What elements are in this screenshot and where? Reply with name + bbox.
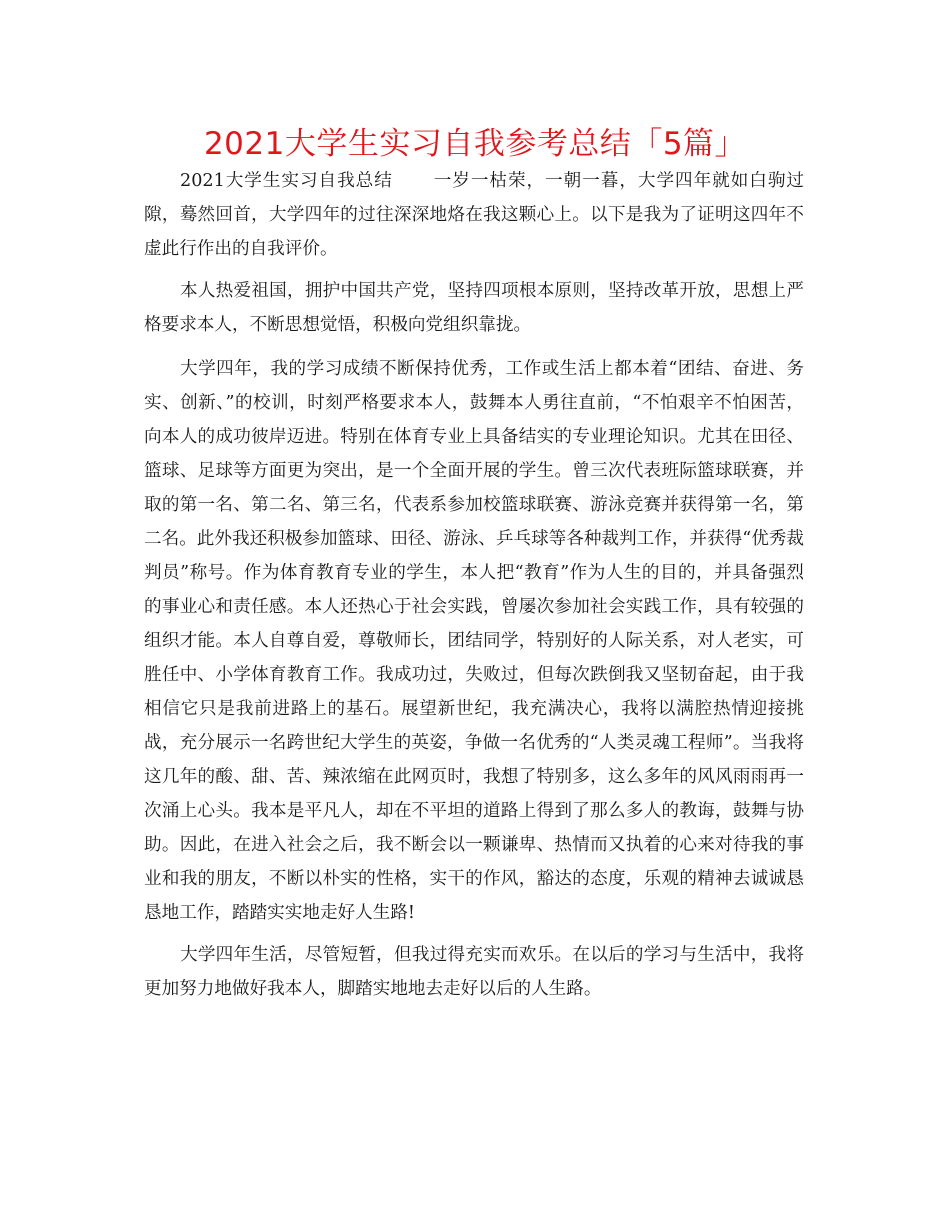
paragraph-political	[144, 274, 804, 342]
paragraph-closing-text: 大学四年生活，尽管短暂，但我过得充实而欢乐。在以后的学习与生活中，我将更加努力地做好我本人，脚踏实地地去走好以后的人生路。	[144, 945, 804, 999]
paragraph-intro-text: 一岁一枯荣，一朝一暮，大学四年就如白驹过隙，蓦然回首，大学四年的过往深深地烙在我这颗心上。以下是我为了证明这四年不虚此行作出的自我评价。	[144, 171, 804, 259]
paragraph-closing	[144, 938, 804, 1006]
paragraph-main	[144, 352, 804, 930]
document-body	[144, 164, 804, 1016]
paragraph-intro	[144, 164, 804, 266]
paragraph-main-text: 大学四年，我的学习成绩不断保持优秀，工作或生活上都本着“团结、奋进、务实、创新、”的校训，时刻严格要求本人，鼓舞本人勇往直前，“不怕艰辛不怕困苦，向本人的成功彼岸迈进。特别在体育专业上具备结实的专业理论知识。尤其在田径、篮球、足球等方面更为突出，是一个全面开展的学生。曾三次代表班际篮球联赛，并取的第一名、第二名、第三名，代表系参加校篮球联赛、游泳竞赛并获得第一名，第二名。此外我还积极参加篮球、田径、游泳、乒乓球等各种裁判工作，并获得“优秀裁判员”称号。作为体育教育专业的学生，本人把“教育”作为人生的目的，并具备强烈的事业心和责任感。本人还热心于社会实践，曾屡次参加社会实践工作，具有较强的组织才能。本人自尊自爱，尊敬师长，团结同学，特别好的人际关系，对人老实，可胜任中、小学体育教育工作。我成功过，失败过，但每次跌倒我又坚韧奋起，由于我相信它只是我前进路上的基石。展望新世纪，我充满决心，我将以满腔热情迎接挑战，充分展示一名跨世纪大学生的英姿，争做一名优秀的“人类灵魂工程师”。当我将这几年的酸、甜、苦、辣浓缩在此网页时，我想了特别多，这么多年的风风雨雨再一次涌上心头。我本是平凡人，却在不平坦的道路上得到了那么多人的教诲，鼓舞与协助。因此，在进入社会之后，我不断会以一颗谦卑、热情而又执着的心来对待我的事业和我的朋友，不断以朴实的性格，实干的作风，豁达的态度，乐观的精神去诚诚恳恳地工作，踏踏实实地走好人生路!	[144, 359, 804, 923]
document-title: 2021大学生实习自我参考总结「5篇」	[203, 126, 747, 162]
paragraph-political-text: 本人热爱祖国，拥护中国共产党，坚持四项根本原则，坚持改革开放，思想上严格要求本人，不断思想觉悟，积极向党组织靠拢。	[144, 281, 804, 335]
paragraph-intro-lead: 2021大学生实习自我总结	[180, 171, 393, 191]
